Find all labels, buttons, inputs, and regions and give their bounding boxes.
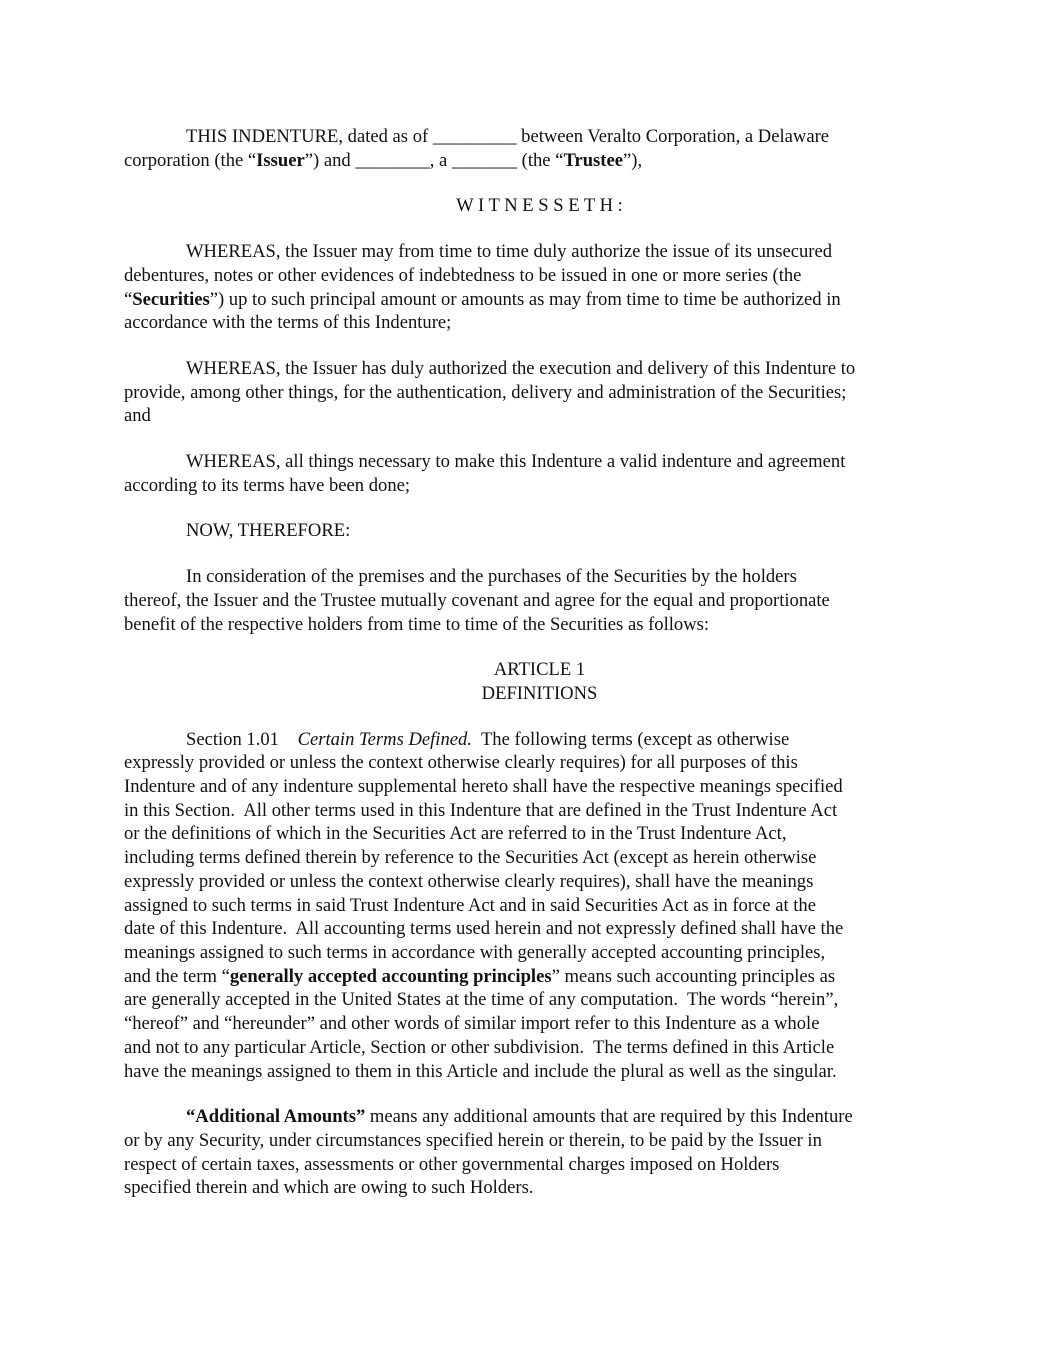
text-run: benefit of the respective holders from time to time of the Securities as follows:	[124, 613, 710, 635]
text-run: expressly provided or unless the context otherwise clearly requires), shall have the meanings	[124, 870, 814, 892]
text-run: ”) up to such principal amount or amounts as may from time to time be authorized in	[209, 288, 841, 310]
witnesseth-heading	[124, 194, 955, 218]
text-line	[124, 1060, 955, 1084]
text-line	[124, 751, 955, 775]
text-run: according to its terms have been done;	[124, 474, 411, 496]
defined-term: “Additional Amounts”	[186, 1106, 366, 1128]
text-line	[124, 917, 955, 941]
text-run: respect of certain taxes, assessments or other governmental charges imposed on Holders	[124, 1153, 780, 1175]
article-heading	[124, 658, 955, 705]
text-line	[124, 404, 955, 428]
whereas-paragraph-1	[124, 240, 955, 335]
text-run: or the definitions of which in the Securities Act are referred to in the Trust Indenture Act,	[124, 823, 787, 845]
text-run: specified therein and which are owing to such Holders.	[124, 1177, 534, 1199]
text-line	[124, 357, 955, 381]
text-line	[124, 894, 955, 918]
text-run: meanings assigned to such terms in accordance with generally accepted accounting principles,	[124, 941, 826, 963]
text-run: corporation (the “	[124, 149, 257, 171]
text-line	[124, 775, 955, 799]
text-run: thereof, the Issuer and the Trustee mutually covenant and agree for the equal and proportionate	[124, 589, 830, 611]
text-line	[124, 194, 955, 218]
text-line	[124, 474, 955, 498]
text-line	[124, 682, 955, 706]
text-line	[124, 381, 955, 405]
text-line	[124, 149, 955, 173]
whereas-paragraph-2	[124, 357, 955, 428]
text-line	[124, 565, 955, 589]
text-line	[124, 311, 955, 335]
text-run: expressly provided or unless the context otherwise clearly requires) for all purposes of this	[124, 752, 798, 774]
text-line	[124, 240, 955, 264]
text-run: ” means such accounting principles as	[551, 965, 836, 987]
now-therefore	[124, 519, 955, 543]
text-run: or by any Security, under circumstances specified herein or therein, to be paid by the Issuer in	[124, 1129, 822, 1151]
opening-paragraph	[124, 125, 955, 172]
text-line	[124, 988, 955, 1012]
defined-term: generally accepted accounting principles	[229, 965, 552, 987]
text-run: means any additional amounts that are required by this Indenture	[365, 1106, 853, 1128]
text-line	[124, 846, 955, 870]
text-run: Section 1.01	[186, 728, 298, 750]
text-run: date of this Indenture. All accounting terms used herein and not expressly defined shall have the	[124, 918, 844, 940]
text-line	[124, 1176, 955, 1200]
text-line	[124, 658, 955, 682]
additional-amounts-definition	[124, 1105, 955, 1200]
defined-term: Issuer	[256, 149, 305, 171]
section-1-01	[124, 728, 955, 1084]
text-line	[124, 870, 955, 894]
text-line	[124, 1153, 955, 1177]
text-run: including terms defined therein by reference to the Securities Act (except as herein otherwise	[124, 847, 817, 869]
section-title: Certain Terms Defined.	[297, 728, 472, 750]
text-line	[124, 450, 955, 474]
consideration-paragraph	[124, 565, 955, 636]
text-run: in this Section. All other terms used in this Indenture that are defined in the Trust Indenture Act	[124, 799, 838, 821]
text-line	[124, 1129, 955, 1153]
text-line	[124, 1105, 955, 1129]
text-run: WHEREAS, the Issuer may from time to time duly authorize the issue of its unsecured	[186, 241, 832, 263]
text-run: “hereof” and “hereunder” and other words of similar import refer to this Indenture as a whole	[124, 1013, 820, 1035]
text-run: assigned to such terms in said Trust Indenture Act and in said Securities Act as in force at the	[124, 894, 816, 916]
text-run: have the meanings assigned to them in this Article and include the plural as well as the singular.	[124, 1060, 837, 1082]
text-run: ARTICLE 1	[493, 659, 586, 681]
text-run: DEFINITIONS	[481, 682, 598, 704]
text-run: ”) and ________, a _______ (the “	[304, 149, 564, 171]
text-line	[124, 1036, 955, 1060]
text-line	[124, 519, 955, 543]
defined-term: Trustee	[563, 149, 623, 171]
text-run: W I T N E S S E T H :	[456, 195, 623, 217]
text-line	[124, 799, 955, 823]
text-run: The following terms (except as otherwise	[471, 728, 790, 750]
text-line	[124, 264, 955, 288]
text-run: Indenture and of any indenture supplemental hereto shall have the respective meanings specified	[124, 776, 843, 798]
text-run: accordance with the terms of this Indenture;	[124, 312, 452, 334]
text-line	[124, 288, 955, 312]
text-line	[124, 965, 955, 989]
text-line	[124, 728, 955, 752]
text-line	[124, 125, 955, 149]
text-line	[124, 613, 955, 637]
text-run: WHEREAS, the Issuer has duly authorized the execution and delivery of this Indenture to	[186, 357, 856, 379]
text-run: ”),	[623, 149, 643, 171]
whereas-paragraph-3	[124, 450, 955, 497]
text-run: WHEREAS, all things necessary to make this Indenture a valid indenture and agreement	[186, 451, 846, 473]
text-run: and	[124, 405, 151, 427]
defined-term: Securities	[132, 288, 210, 310]
text-run: “	[124, 288, 133, 310]
text-run: debentures, notes or other evidences of indebtedness to be issued in one or more series (the	[124, 264, 802, 286]
text-run: NOW, THEREFORE:	[186, 520, 351, 542]
text-line	[124, 1012, 955, 1036]
text-run: and the term “	[124, 965, 230, 987]
text-run: In consideration of the premises and the purchases of the Securities by the holders	[186, 566, 797, 588]
text-run: and not to any particular Article, Section or other subdivision. The terms defined in this Article	[124, 1036, 835, 1058]
text-line	[124, 589, 955, 613]
text-run: provide, among other things, for the authentication, delivery and administration of the Securities;	[124, 381, 847, 403]
text-run: are generally accepted in the United States at the time of any computation. The words “herein”,	[124, 989, 839, 1011]
text-line	[124, 822, 955, 846]
text-run: THIS INDENTURE, dated as of _________ between Veralto Corporation, a Delaware	[186, 126, 830, 147]
text-line	[124, 941, 955, 965]
